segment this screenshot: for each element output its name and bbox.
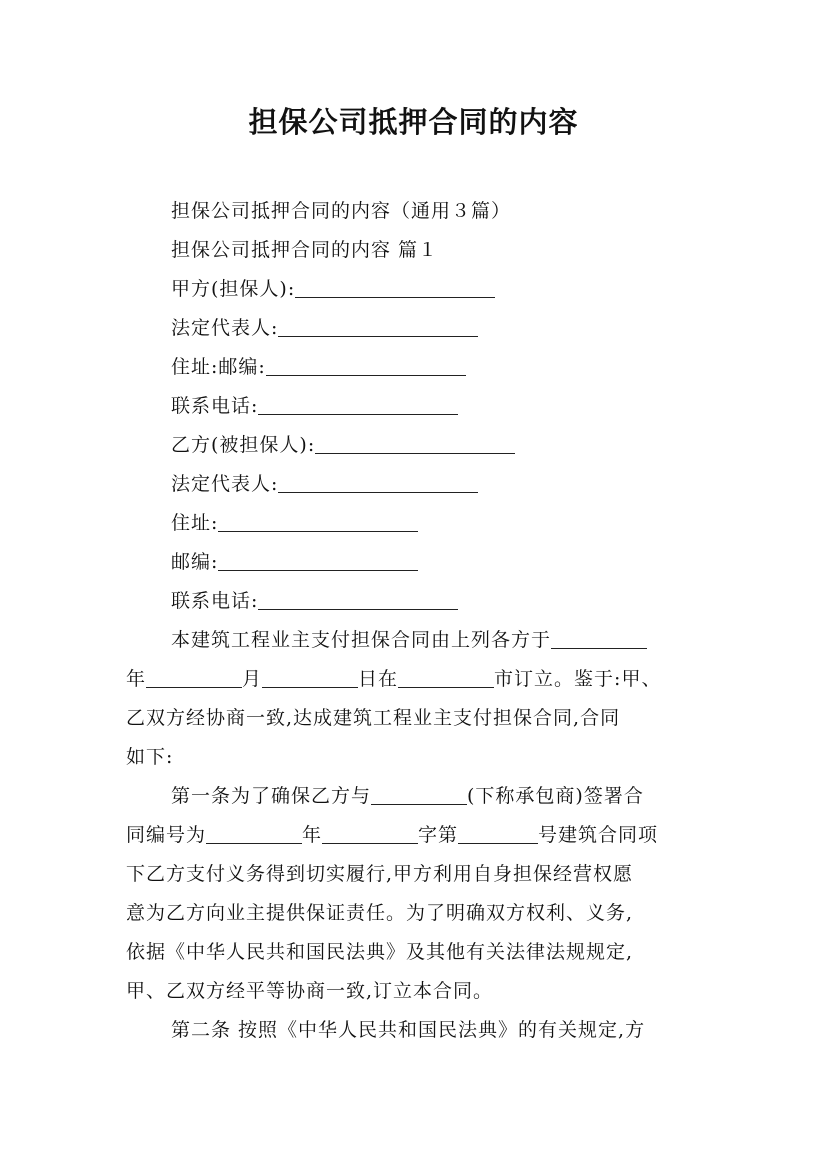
subtitle-line	[171, 196, 751, 226]
party-a-phone-field	[171, 391, 751, 421]
line-text: 乙双方经协商一致,达成建筑工程业主支付担保合同,合同	[126, 707, 621, 729]
field-label: 联系电话:	[171, 395, 259, 417]
paragraph-line	[126, 820, 706, 850]
party-b-phone-field	[171, 586, 751, 616]
fill-blank	[398, 667, 494, 688]
line-text: 依据《中华人民共和国民法典》及其他有关法律法规规定,	[126, 941, 634, 963]
fill-blank	[551, 628, 647, 649]
fill-blank	[315, 433, 515, 454]
fill-blank	[258, 394, 458, 415]
fill-blank	[295, 277, 495, 298]
field-label: 住址:	[171, 512, 219, 534]
line-text: 日在	[358, 668, 399, 690]
line-text: 月	[242, 668, 263, 690]
field-label: 甲方(担保人):	[171, 278, 296, 300]
line-text: 号建筑合同项	[538, 824, 659, 846]
paragraph-line	[126, 742, 706, 772]
line-text: 年	[302, 824, 323, 846]
fill-blank	[322, 823, 418, 844]
line-text: 如下:	[126, 746, 174, 768]
paragraph-line	[126, 664, 706, 694]
paragraph-line	[171, 1015, 751, 1045]
line-text: 第一条为了确保乙方与	[171, 785, 372, 807]
paragraph-line	[126, 976, 706, 1006]
fill-blank	[218, 511, 418, 532]
fill-blank	[278, 472, 478, 493]
party-b-field	[171, 430, 751, 460]
fill-blank	[206, 823, 302, 844]
paragraph-line	[171, 625, 751, 655]
fill-blank	[278, 316, 478, 337]
line-text: 第二条 按照《中华人民共和国民法典》的有关规定,方	[171, 1019, 646, 1041]
line-text: 下乙方支付义务得到切实履行,甲方利用自身担保经营权愿	[126, 863, 634, 885]
fill-blank	[258, 589, 458, 610]
fill-blank	[218, 550, 418, 571]
paragraph-line	[126, 937, 706, 967]
line-text: 甲、乙双方经平等协商一致,订立本合同。	[126, 980, 494, 1002]
fill-blank	[266, 355, 466, 376]
party-a-legal-rep-field	[171, 313, 751, 343]
paragraph-line	[171, 781, 751, 811]
fill-blank	[458, 823, 538, 844]
field-label: 法定代表人:	[171, 473, 279, 495]
line-text: (下称承包商)签署合	[467, 785, 644, 807]
field-label: 邮编:	[171, 551, 219, 573]
field-label: 住址:邮编:	[171, 356, 266, 378]
section-heading	[171, 235, 751, 265]
paragraph-line	[126, 898, 706, 928]
party-a-field	[171, 274, 751, 304]
line-text: 字第	[418, 824, 459, 846]
document-title: 担保公司抵押合同的内容	[248, 105, 579, 139]
paragraph-line	[126, 703, 706, 733]
field-label: 法定代表人:	[171, 317, 279, 339]
field-label: 联系电话:	[171, 590, 259, 612]
fill-blank	[262, 667, 358, 688]
party-b-address-field	[171, 508, 751, 538]
party-b-postcode-field	[171, 547, 751, 577]
party-a-address-field	[171, 352, 751, 382]
line-text: 年	[126, 668, 147, 690]
line-text: 担保公司抵押合同的内容 篇１	[171, 239, 439, 261]
line-text: 市订立。鉴于:甲、	[494, 668, 662, 690]
field-label: 乙方(被担保人):	[171, 434, 316, 456]
line-text: 担保公司抵押合同的内容（通用３篇）	[171, 200, 512, 222]
line-text: 本建筑工程业主支付担保合同由上列各方于	[171, 629, 552, 651]
fill-blank	[146, 667, 242, 688]
paragraph-line	[126, 859, 706, 889]
fill-blank	[371, 784, 467, 805]
party-b-legal-rep-field	[171, 469, 751, 499]
line-text: 意为乙方向业主提供保证责任。为了明确双方权利、义务,	[126, 902, 634, 924]
line-text: 同编号为	[126, 824, 207, 846]
